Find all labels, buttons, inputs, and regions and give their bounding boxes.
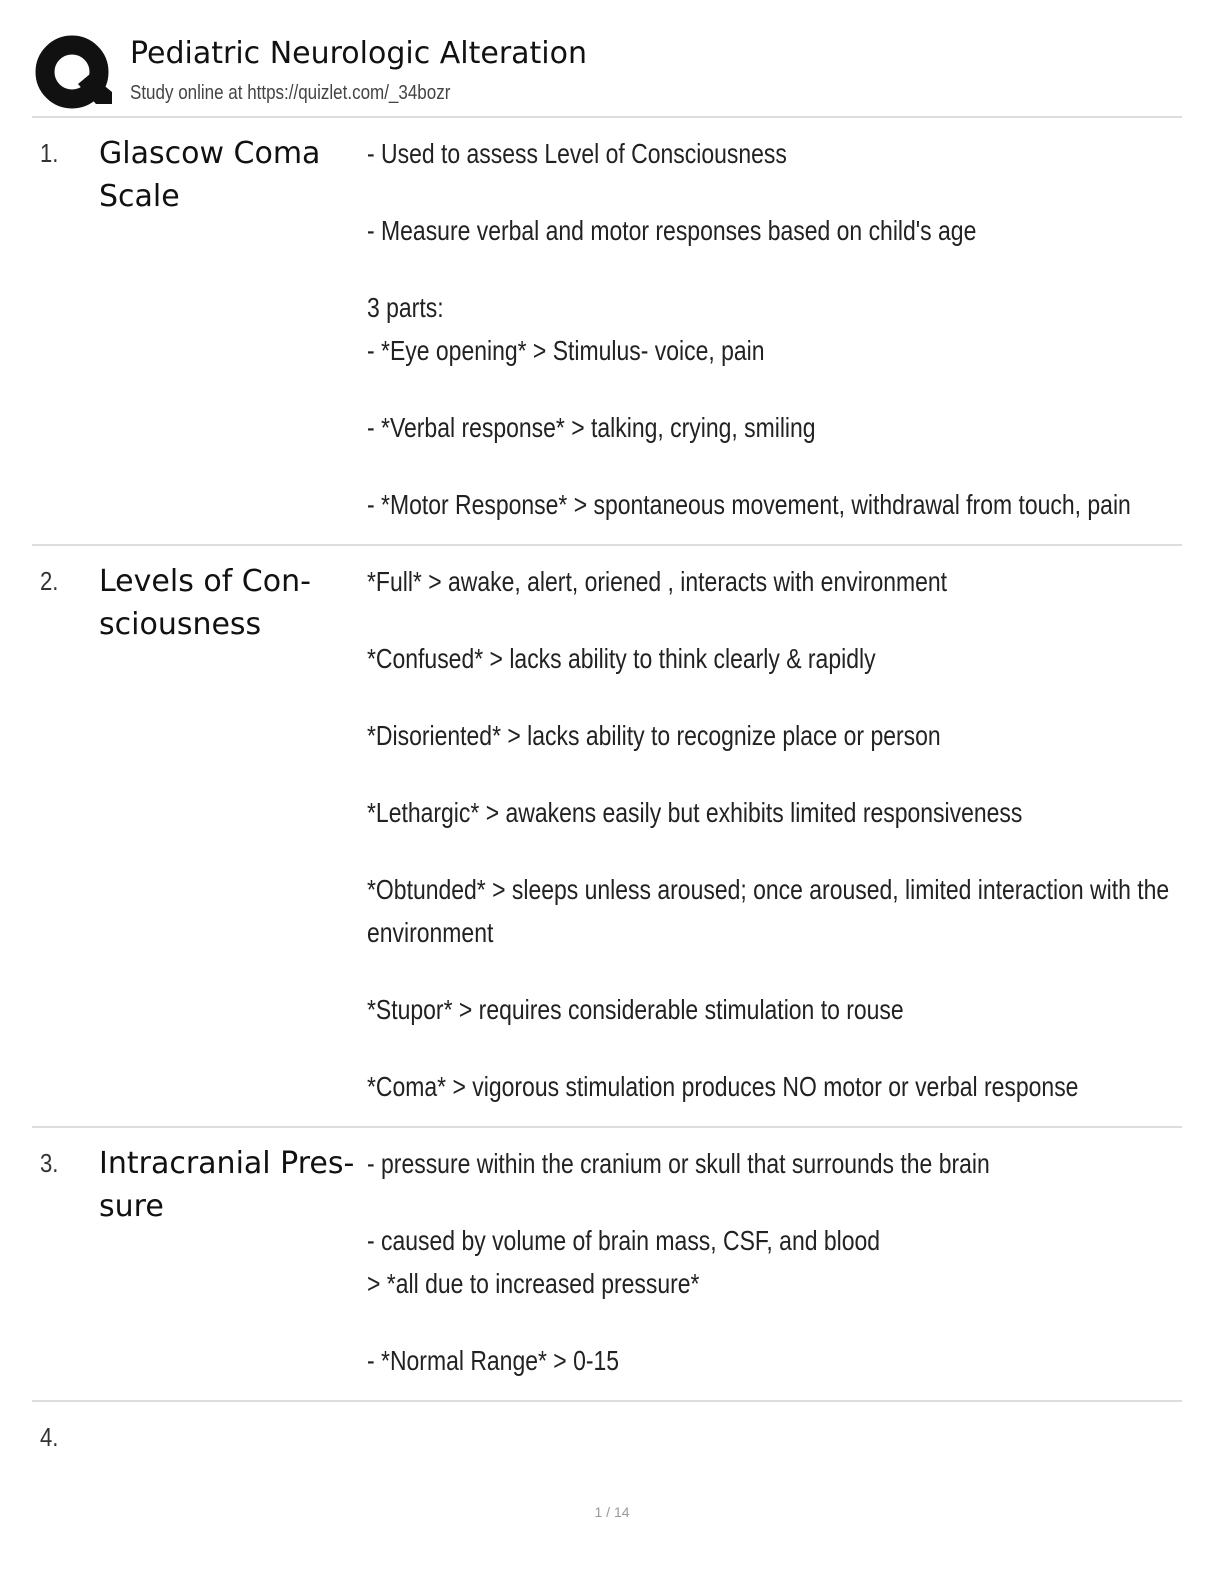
page-header bbox=[32, 30, 1182, 118]
page-number: 1 / 14 bbox=[594, 1504, 630, 1520]
definition-paragraph: - *Motor Response* > spontaneous movement, withdrawal from touch, pain bbox=[367, 489, 1131, 520]
definition-paragraph: - Measure verbal and motor responses based on child's age bbox=[367, 215, 977, 246]
card-definition bbox=[367, 1142, 1154, 1382]
card-definition bbox=[367, 132, 1154, 526]
card-4 bbox=[32, 1402, 1182, 1482]
definition-paragraph: *Coma* > vigorous stimulation produces NO motor or verbal response bbox=[367, 1071, 1079, 1102]
definition-paragraph: *Stupor* > requires considerable stimulation to rouse bbox=[367, 994, 904, 1025]
definition-paragraph: *Full* > awake, alert, oriened , interacts with environment bbox=[367, 566, 948, 597]
card-3 bbox=[32, 1128, 1182, 1402]
definition-paragraph: 3 parts: - *Eye opening* > Stimulus- voice, pain bbox=[367, 292, 765, 366]
card-2 bbox=[32, 546, 1182, 1128]
card-term: Levels of Con- sciousness bbox=[99, 564, 311, 642]
card-number: 2. bbox=[40, 566, 59, 596]
card-definition bbox=[367, 560, 1170, 1108]
definition-paragraph: *Lethargic* > awakens easily but exhibits limited responsiveness bbox=[367, 797, 1023, 828]
card-number: 3. bbox=[40, 1148, 59, 1178]
definition-paragraph: *Disoriented* > lacks ability to recognize place or person bbox=[367, 720, 941, 751]
definition-paragraph: - *Normal Range* > 0-15 bbox=[367, 1345, 620, 1376]
card-1 bbox=[32, 118, 1182, 546]
definition-paragraph: *Confused* > lacks ability to think clearly & rapidly bbox=[367, 643, 876, 674]
card-term: Glascow Coma Scale bbox=[99, 136, 321, 214]
definition-paragraph: - Used to assess Level of Consciousness bbox=[367, 138, 787, 169]
page-title: Pediatric Neurologic Alteration bbox=[130, 36, 588, 71]
definition-paragraph: *Obtunded* > sleeps unless aroused; once aroused, limited interaction with the environment bbox=[367, 874, 1170, 948]
study-link[interactable]: Study online at https://quizlet.com/_34bozr bbox=[130, 82, 451, 104]
card-number: 4. bbox=[40, 1422, 59, 1452]
definition-paragraph: - *Verbal response* > talking, crying, smiling bbox=[367, 412, 816, 443]
quizlet-q-icon bbox=[34, 34, 112, 112]
card-number: 1. bbox=[40, 138, 59, 168]
card-term: Intracranial Pres- sure bbox=[99, 1146, 355, 1224]
definition-paragraph: - pressure within the cranium or skull that surrounds the brain bbox=[367, 1148, 990, 1179]
definition-paragraph: - caused by volume of brain mass, CSF, and blood > *all due to increased pressure* bbox=[367, 1225, 881, 1299]
